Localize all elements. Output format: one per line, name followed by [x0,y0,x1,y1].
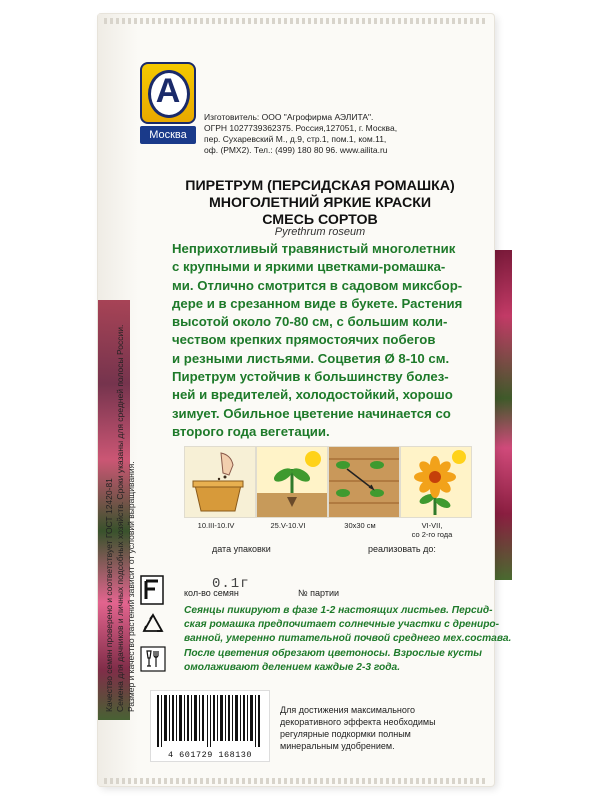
side-legal-text [104,232,137,712]
description-line: чеством крепких прямостоячих побегов [172,332,436,348]
brand-logo [140,62,196,144]
sowing-in-pot-icon [184,446,256,518]
title-line: ПИРЕТРУМ (ПЕРСИДСКАЯ РОМАШКА) [185,178,455,194]
certification-icon [140,575,164,605]
growing-steps [184,446,468,516]
description-line: и резными листьями. Соцветия Ø 8-10 см. [172,350,450,366]
care-line: Сеянцы пикируют в фазе 1-2 настоящих листьев. Персид- [184,605,493,616]
fertilizer-note [280,704,460,752]
product-description [172,240,472,441]
package-weight: 0.1г [212,576,250,592]
manufacturer-line: ОГРН 1027739362375. Россия,127051, г. Москва, [204,123,398,133]
care-line: ванной, умеренно питательной почвой среднего мех.состава. [184,633,512,645]
logo-city: Москва [140,126,196,144]
care-line: После цветения обрезают цветоносы. Взрослые кусты [184,647,482,659]
care-line: ская ромашка предпочитает солнечные участки с дрениро- [184,619,500,631]
logo-badge [140,62,196,124]
barcode-bars [151,691,269,751]
fertilizer-line: минеральным удобрением. [280,741,395,751]
top-serrated-edge [104,18,488,24]
description-line: высотой около 70-80 см, с большим коли- [172,314,448,330]
side-text-line: Семена для дачников и личных подсобных хозяйств. Сроки указаны для средней полосы России. [115,324,125,712]
care-instructions [184,604,512,675]
description-line: второго года вегетации. [172,423,330,439]
barcode-number: 4 601729 168130 [167,750,252,760]
step-label: 25.V-10.VI [270,521,306,530]
food-safe-icon [140,646,166,672]
logo-letter: А [155,72,181,110]
sell-by-label: реализовать до: [368,544,436,554]
fertilizer-line: регулярные подкормки полным [280,729,411,739]
product-title [170,178,470,229]
description-line: Неприхотливый травянистый многолетник [172,241,456,256]
manufacturer-info [204,112,440,156]
description-line: зимует. Обильное цветение начинается со [172,405,451,421]
fertilizer-line: Для достижения максимального [280,705,415,715]
care-line: омолаживают делением каждые 2-3 года. [184,661,401,673]
step-label: VI-VII, со 2-го года [411,521,453,539]
side-text-line: Качество семян проверено и соответствует ГОСТ 12420-81 [104,478,114,712]
transplant-seedling-icon [256,446,328,518]
manufacturer-line: Изготовитель: ООО "Агрофирма АЭЛИТА". [204,112,374,122]
fertilizer-line: декоративного эффекта необходимы [280,717,436,727]
manufacturer-line: оф. (РМХ2). Тел.: (499) 180 80 96. www.ailita.ru [204,145,388,155]
latin-name: Pyrethrum roseum [274,226,366,238]
flowering-icon [400,446,472,518]
title-line: СМЕСЬ СОРТОВ [262,212,378,228]
description-line: Пиретрум устойчив к большинству болез- [172,369,449,385]
description-line: дере и в срезанном виде в букете. Растения [172,295,463,311]
title-line: МНОГОЛЕТНИЙ ЯРКИЕ КРАСКИ [208,195,432,211]
description-line: ней и вредителей, холодостойкий, хорошо [172,387,453,403]
seed-count-label: кол-во семян [184,588,239,598]
recycling-icon [140,612,166,638]
description-line: ми. Отлично смотрится в садовом миксбор- [172,277,463,293]
bottom-serrated-edge [104,778,488,784]
pack-date-label: дата упаковки [212,544,271,554]
description-line: с крупными и яркими цветками-ромашка- [172,259,446,275]
manufacturer-line: пер. Сухаревский М., д.9, стр.1, пом.1, ком.11, [204,134,387,144]
step-label: 30x30 см [344,521,376,530]
planting-spacing-icon [328,446,400,518]
barcode [150,690,270,762]
batch-label: № партии [298,588,340,598]
step-label: 10.III-10.IV [197,521,235,530]
side-text-line: Размер и качество растений зависит от условий выращивания. [126,461,136,712]
